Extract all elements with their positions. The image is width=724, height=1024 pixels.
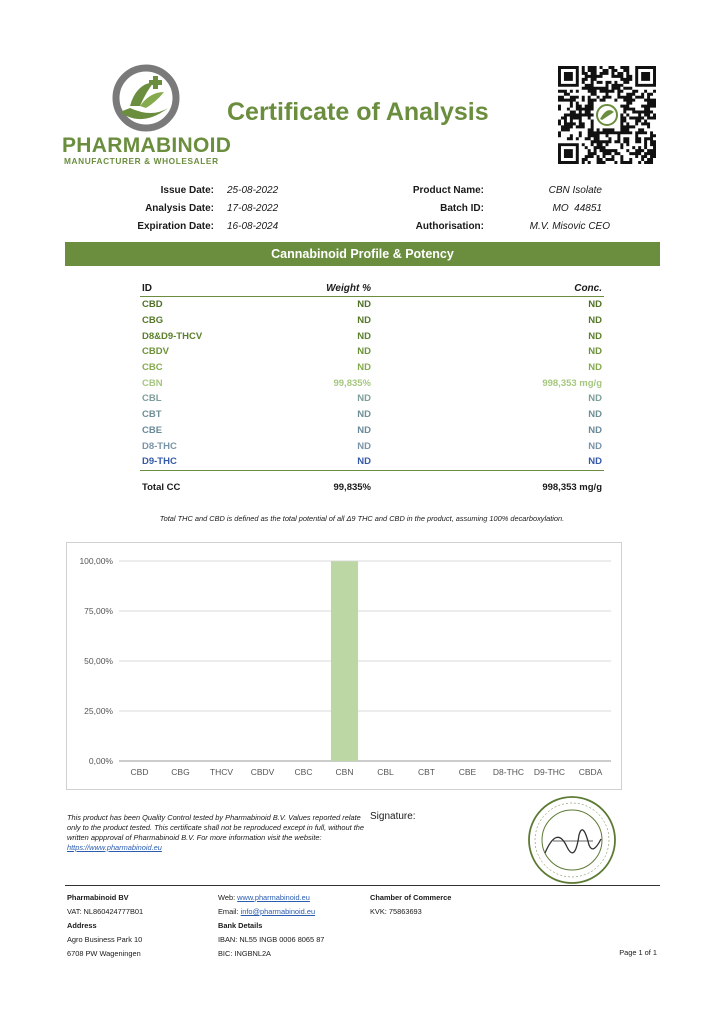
cell-conc: ND <box>588 362 602 374</box>
batch-id-label: Batch ID: <box>440 203 484 214</box>
expiration-date-label: Expiration Date: <box>137 221 214 232</box>
col-header-weight: Weight % <box>294 281 373 297</box>
x-tick-label: CBE <box>458 767 477 777</box>
col-header-conc: Conc. <box>373 281 604 297</box>
company-name: Pharmabinoid BV <box>67 893 129 902</box>
bar-cbn <box>331 561 358 761</box>
y-tick-label: 100,00% <box>79 556 113 566</box>
cell-id: CBC <box>142 362 163 374</box>
table-row <box>140 344 604 360</box>
cell-id: CBDV <box>142 346 169 358</box>
x-tick-label: CBG <box>171 767 190 777</box>
total-conc: 998,353 mg/g <box>373 470 604 495</box>
batch-id-value: MO 44851 <box>552 203 602 214</box>
table-row <box>140 423 604 439</box>
cell-weight: ND <box>357 409 371 421</box>
address-line1: Agro Business Park 10 <box>67 935 143 944</box>
total-row <box>140 470 604 495</box>
col-header-id: ID <box>140 281 294 297</box>
x-tick-label: D9-THC <box>533 767 566 777</box>
footer-divider <box>65 885 660 886</box>
bank-label: Bank Details <box>218 921 263 930</box>
cell-id: CBG <box>142 315 164 327</box>
coc-label: Chamber of Commerce <box>370 893 452 902</box>
cell-conc: ND <box>588 424 602 436</box>
web-label: Web: <box>218 893 238 902</box>
cell-conc: ND <box>588 330 602 342</box>
product-name-value: CBN Isolate <box>548 185 602 196</box>
table-row <box>140 328 604 344</box>
cell-weight: ND <box>357 424 371 436</box>
issue-date-value: 25-08-2022 <box>227 185 279 196</box>
x-tick-label: CBC <box>294 767 313 777</box>
x-tick-label: CBD <box>130 767 149 777</box>
total-id: Total CC <box>140 470 294 495</box>
leaf-hand-icon <box>106 62 186 134</box>
iban: IBAN: NL55 INGB 0006 8065 87 <box>218 935 325 944</box>
x-tick-label: THCV <box>209 767 234 777</box>
footer-company <box>67 891 143 961</box>
y-tick-label: 75,00% <box>84 606 113 616</box>
issue-date-label: Issue Date: <box>160 185 214 196</box>
cell-id: D8-THC <box>142 440 177 452</box>
cell-weight: ND <box>357 362 371 374</box>
cell-weight: ND <box>357 346 371 358</box>
table-row <box>140 313 604 329</box>
website-link[interactable]: https://www.pharmabinoid.eu <box>67 843 162 852</box>
cell-conc: ND <box>588 440 602 452</box>
expiration-date-value: 16-08-2024 <box>227 221 279 232</box>
section-title-bar: Cannabinoid Profile & Potency <box>65 242 660 266</box>
y-tick-label: 0,00% <box>88 756 113 766</box>
x-tick-label: CBDV <box>250 767 275 777</box>
cell-id: D8&D9-THCV <box>142 330 203 342</box>
table-row <box>140 407 604 423</box>
table-row <box>140 391 604 407</box>
page-number: Page 1 of 1 <box>619 948 657 957</box>
authorisation-label: Authorisation: <box>415 221 484 232</box>
table-header-row <box>140 281 604 297</box>
company-logo <box>62 62 232 166</box>
thc-cbd-note: Total THC and CBD is defined as the total potential of all Δ9 THC and CBD in the product, assuming 100% decarboxylation. <box>159 514 565 523</box>
cell-weight: ND <box>357 393 371 405</box>
cannabinoid-table <box>140 281 604 495</box>
x-tick-label: CBT <box>418 767 435 777</box>
x-tick-label: CBL <box>377 767 394 777</box>
cell-weight: ND <box>357 440 371 452</box>
cell-id: CBD <box>142 299 163 311</box>
vat-number: VAT: NL860424777B01 <box>67 907 144 916</box>
table-row <box>140 360 604 376</box>
address-label: Address <box>67 921 97 930</box>
cell-conc: ND <box>588 346 602 358</box>
cell-conc: ND <box>588 393 602 405</box>
cell-id: CBN <box>142 377 163 389</box>
email-link[interactable]: info@pharmabinoid.eu <box>240 907 316 916</box>
kvk-number: KVK: 75863693 <box>370 907 422 916</box>
qr-code[interactable] <box>558 66 656 164</box>
x-tick-label: D8-THC <box>492 767 525 777</box>
table-row <box>140 454 604 470</box>
y-tick-label: 50,00% <box>84 656 113 666</box>
address-line2: 6708 PW Wageningen <box>67 949 141 958</box>
cell-weight: ND <box>357 315 371 327</box>
cell-weight: ND <box>357 330 371 342</box>
email-label: Email: <box>218 907 241 916</box>
chart-canvas <box>67 543 621 789</box>
footer-contact <box>218 891 324 961</box>
bic: BIC: INGBNL2A <box>218 949 271 958</box>
cell-id: CBL <box>142 393 162 405</box>
web-link[interactable]: www.pharmabinoid.eu <box>237 893 310 902</box>
info-left <box>100 182 278 236</box>
logo-name: PHARMABINOID <box>62 134 232 157</box>
footer-registry <box>370 891 451 919</box>
table-row <box>140 297 604 313</box>
product-name-label: Product Name: <box>412 185 484 196</box>
cell-conc: 998,353 mg/g <box>542 377 602 389</box>
potency-bar-chart <box>66 542 622 790</box>
cell-conc: ND <box>588 456 602 468</box>
cell-id: CBT <box>142 409 162 421</box>
analysis-date-label: Analysis Date: <box>145 203 214 214</box>
cell-id: CBE <box>142 424 163 436</box>
info-right <box>380 182 610 236</box>
signature-label: Signature: <box>370 811 416 822</box>
authorisation-value: M.V. Misovic CEO <box>529 221 610 232</box>
cell-weight: ND <box>357 456 371 468</box>
total-weight: 99,835% <box>294 470 373 495</box>
company-stamp <box>527 795 617 885</box>
cell-conc: ND <box>588 299 602 311</box>
cell-id: D9-THC <box>142 456 177 468</box>
disclaimer <box>67 813 367 853</box>
page-title: Certificate of Analysis <box>227 98 489 126</box>
cell-conc: ND <box>588 315 602 327</box>
logo-tagline: MANUFACTURER & WHOLESALER <box>64 156 219 166</box>
x-tick-label: CBN <box>335 767 354 777</box>
analysis-date-value: 17-08-2022 <box>227 203 279 214</box>
disclaimer-text: This product has been Quality Control tested by Pharmabinoid B.V. Values reported relate only to the product tested. This certificate shall not be reproduced except in full, without the written appproval of Pharmabinoid B.V. For more information visit the website: <box>67 813 365 842</box>
cell-weight: ND <box>357 299 371 311</box>
cell-conc: ND <box>588 409 602 421</box>
x-tick-label: CBDA <box>578 767 603 777</box>
table-row <box>140 375 604 391</box>
cell-weight: 99,835% <box>333 377 371 389</box>
table-row <box>140 438 604 454</box>
y-tick-label: 25,00% <box>84 706 113 716</box>
